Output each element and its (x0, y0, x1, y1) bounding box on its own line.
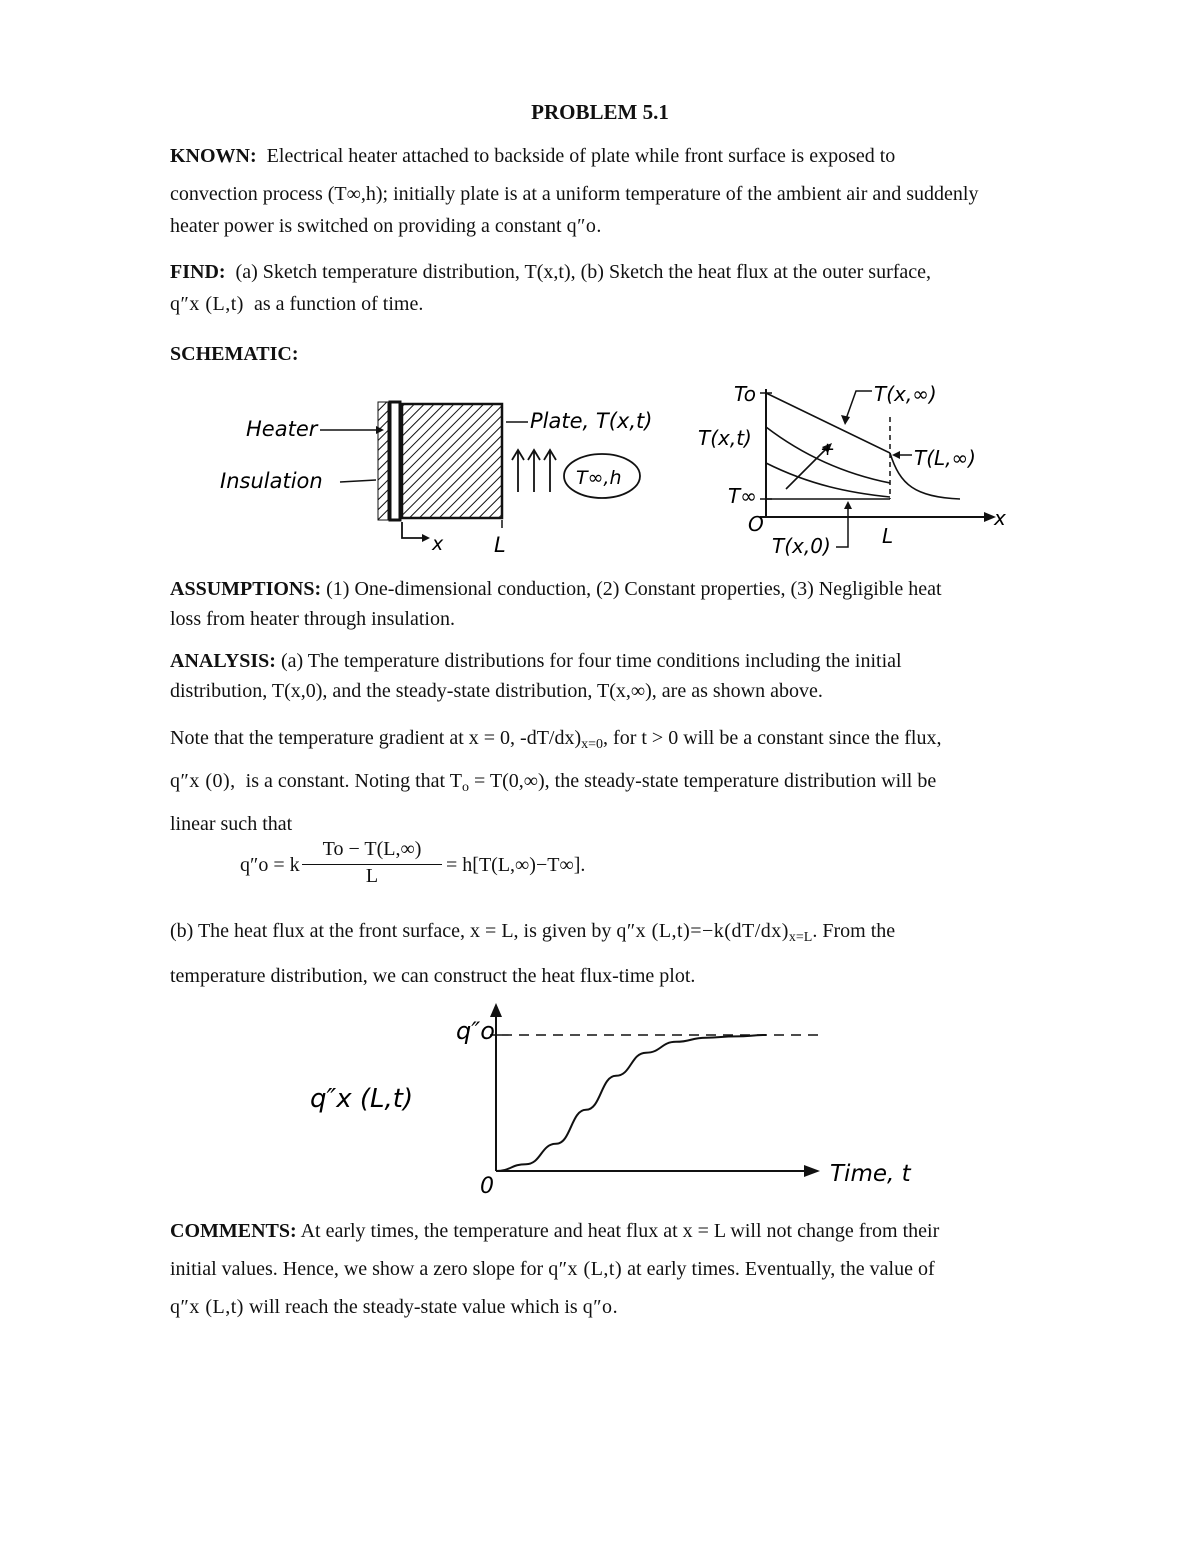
comments-q-symbol-3: q″o (582, 1296, 613, 1318)
analysis-line4b: is a constant. Noting that T (245, 770, 462, 792)
comments-line3c: . (612, 1296, 618, 1318)
find-q-symbol: q″x (L,t) (170, 293, 244, 315)
heater-element (390, 402, 400, 520)
comments-line1: At early times, the temperature and heat flux at x = L will not change from their (300, 1220, 940, 1242)
find-line2b: as a function of time. (253, 293, 424, 315)
heater-label: Heater (246, 417, 318, 441)
known-q-symbol: q″o (566, 215, 597, 237)
known-label: KNOWN: (170, 145, 257, 167)
comments-line3b: will reach the steady-state value which is (248, 1296, 578, 1318)
Tx0-label: T(x,0) (772, 534, 831, 558)
analysis-line1: (a) The temperature distributions for four time conditions including the initial (280, 650, 902, 672)
known-line3a: heater power is switched on providing a constant (170, 215, 562, 237)
part-b-sub: x=L (788, 930, 813, 945)
To-label: To (734, 382, 756, 406)
assumptions-label: ASSUMPTIONS: (170, 578, 322, 600)
comments-q-symbol-2: q″x (L,t) (170, 1296, 244, 1318)
equation-denominator: L (365, 865, 379, 887)
analysis-q-symbol: q″x (0), (170, 770, 236, 792)
part-b-section (170, 912, 1050, 995)
known-line2: convection process (T∞,h); initially plate is at a uniform temperature of the ambient air and suddenly (170, 183, 979, 205)
known-line1: Electrical heater attached to backside of plate while front surface is exposed to (266, 145, 896, 167)
y-axis-label: q″x (L,t) (310, 1084, 414, 1114)
part-b-line1b: . From the (812, 920, 896, 942)
part-b-line1a: (b) The heat flux at the front surface, x = L, is given by (170, 920, 612, 942)
flux-curve (496, 1035, 766, 1171)
convection-arrows (512, 450, 556, 492)
L-axis-label: L (882, 524, 894, 548)
Txt-axis-label: T(x,t) (698, 426, 752, 450)
known-section (170, 140, 1050, 242)
convection-label: T∞,h (576, 467, 622, 489)
analysis-label: ANALYSIS: (170, 650, 276, 672)
find-line1: (a) Sketch temperature distribution, T(x,t), (b) Sketch the heat flux at the outer surface, (235, 261, 932, 283)
x-label: x (432, 533, 444, 555)
transient-curve-2 (766, 463, 890, 497)
x-axis-title: Time, t (830, 1161, 911, 1187)
known-line3b: . (596, 215, 602, 237)
find-label: FIND: (170, 261, 226, 283)
origin-zero-label: 0 (480, 1174, 494, 1199)
temperature-distribution-sketch (690, 375, 1020, 565)
L-label: L (494, 533, 506, 557)
x-axis-label: x (994, 506, 1006, 530)
problem-title: PROBLEM 5.1 (531, 100, 669, 124)
plate-body (402, 404, 502, 518)
Tinf-label: T∞ (728, 484, 757, 508)
equation-rhs: = h[T(L,∞)−T∞]. (446, 854, 586, 876)
part-b-line2: temperature distribution, we can construct the heat flux-time plot. (170, 965, 696, 987)
assumptions-line2: loss from heater through insulation. (170, 608, 455, 630)
analysis-line5: linear such that (170, 813, 293, 835)
equation-numerator: To − T(L,∞) (302, 838, 442, 865)
comments-q-symbol-1: q″x (L,t) (548, 1258, 623, 1280)
comments-line2b: at early times. Eventually, the value of (627, 1258, 935, 1280)
Txinf-label: T(x,∞) (874, 382, 937, 406)
schematic-label: SCHEMATIC: (170, 343, 299, 365)
qo-label: q″o (456, 1017, 495, 1045)
analysis-line4-sub: o (461, 780, 469, 795)
analysis-line4c: = T(0,∞), the steady-state temperature distribution will be (468, 770, 937, 792)
insulation-strip (378, 402, 388, 520)
steady-state-equation (240, 838, 660, 898)
find-section (170, 256, 1050, 320)
time-plus-label: + (820, 439, 836, 460)
origin-label: O (748, 512, 764, 536)
part-b-q-expression: q″x (L,t)=−k(dT/dx) (616, 920, 789, 942)
assumptions-line1: (1) One-dimensional conduction, (2) Constant properties, (3) Negligible heat (326, 578, 942, 600)
equation-fraction (302, 838, 442, 888)
plate-schematic (210, 390, 670, 560)
comments-section (170, 1212, 1050, 1326)
analysis-note (170, 720, 1050, 842)
x-axis-arrow (402, 522, 424, 538)
heat-flux-time-plot (300, 995, 920, 1200)
analysis-section (170, 646, 1050, 706)
analysis-line3b: , for t > 0 will be a constant since the flux, (603, 727, 942, 749)
assumptions-section (170, 574, 1050, 634)
analysis-line3a: Note that the temperature gradient at x = 0, -dT/dx) (170, 727, 582, 749)
comments-label: COMMENTS: (170, 1220, 297, 1242)
equation-lhs: q″o = k (240, 854, 300, 876)
comments-line2a: initial values. Hence, we show a zero slope for (170, 1258, 544, 1280)
plate-label: Plate, T(x,t) (530, 409, 653, 433)
analysis-line2: distribution, T(x,0), and the steady-state distribution, T(x,∞), are as shown above. (170, 680, 823, 702)
TLinf-label: T(L,∞) (914, 446, 976, 470)
analysis-line3-sub: x=0 (581, 737, 604, 752)
insulation-label: Insulation (220, 469, 323, 493)
